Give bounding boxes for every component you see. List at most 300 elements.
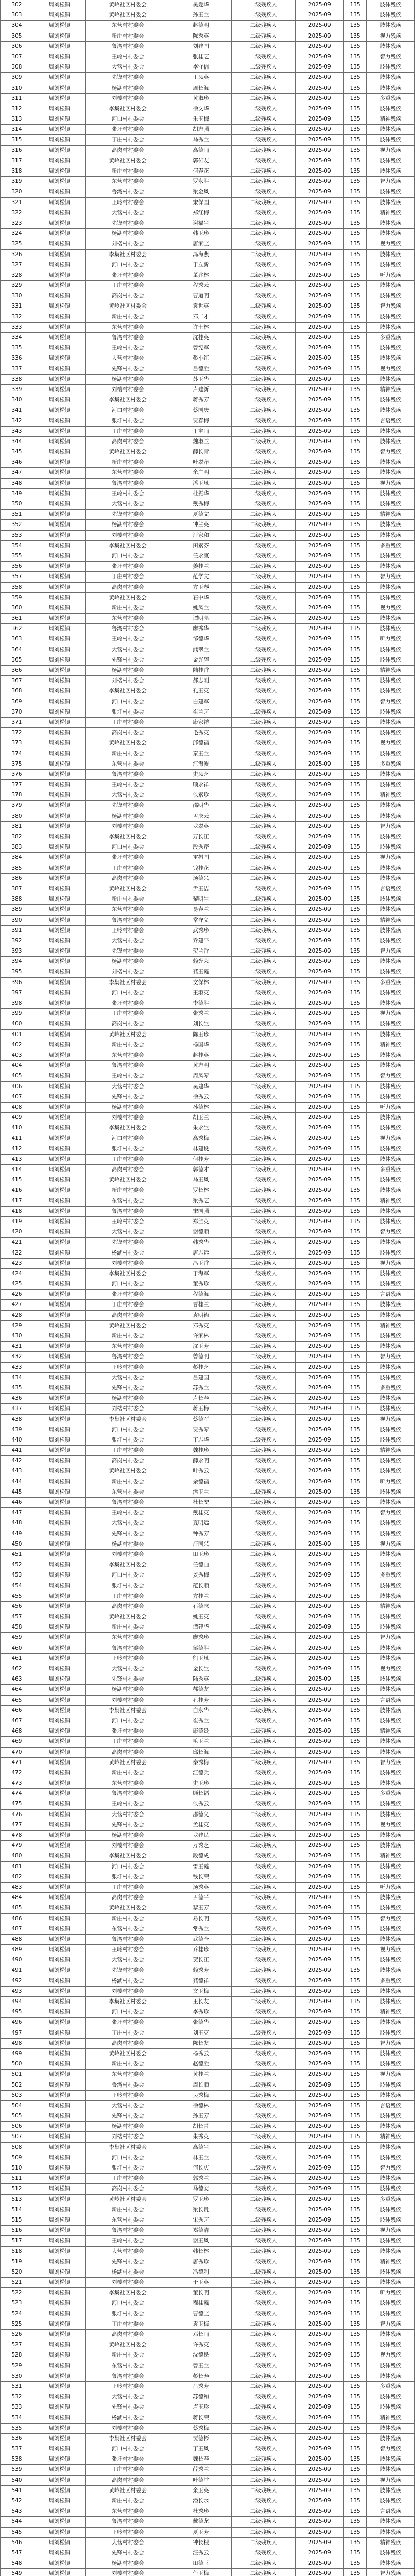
cell-disability-level: 二级残疾人 <box>232 177 296 187</box>
cell-amount: 135 <box>344 645 367 655</box>
cell-person-name: 韩长林 <box>170 2247 232 2257</box>
cell-amount: 135 <box>344 2247 367 2257</box>
cell-serial: 504 <box>1 2101 33 2111</box>
cell-town: 周刘松镇 <box>33 94 86 104</box>
cell-month: 2025-09 <box>296 323 344 332</box>
cell-amount: 135 <box>344 457 367 467</box>
cell-village: 杨湖村村委会 <box>86 1248 170 1258</box>
cell-disability-level: 二级残疾人 <box>232 2070 296 2079</box>
cell-month: 2025-09 <box>296 624 344 634</box>
cell-disability-level: 二级残疾人 <box>232 104 296 114</box>
cell-village: 张圩村村委会 <box>86 2018 170 2027</box>
cell-month: 2025-09 <box>296 1290 344 1299</box>
cell-town: 周刘松镇 <box>33 790 86 800</box>
table-row <box>1 1425 415 1435</box>
cell-disability-type: 肢体残疾 <box>367 125 415 134</box>
table-row <box>1 1019 415 1029</box>
cell-month: 2025-09 <box>296 1435 344 1445</box>
cell-amount: 135 <box>344 2236 367 2246</box>
cell-disability-level: 二级残疾人 <box>232 457 296 467</box>
cell-disability-level: 二级残疾人 <box>232 1674 296 1684</box>
cell-disability-type: 肢体残疾 <box>367 10 415 20</box>
cell-month: 2025-09 <box>296 1643 344 1653</box>
cell-town: 周刘松镇 <box>33 2496 86 2506</box>
cell-person-name: 沈玉芳 <box>170 1342 232 1351</box>
table-row <box>1 104 415 114</box>
cell-disability-level: 二级残疾人 <box>232 2486 296 2496</box>
cell-village: 王岭村村委会 <box>86 343 170 353</box>
cell-town: 周刘松镇 <box>33 2080 86 2090</box>
cell-person-name: 李秀珍 <box>170 2007 232 2017</box>
cell-month: 2025-09 <box>296 863 344 873</box>
cell-village: 李集社区村委会 <box>86 832 170 842</box>
cell-serial: 546 <box>1 2538 33 2548</box>
cell-serial: 438 <box>1 1415 33 1425</box>
cell-amount: 135 <box>344 1071 367 1081</box>
cell-person-name: 陈长发 <box>170 2039 232 2048</box>
cell-serial: 460 <box>1 1643 33 1653</box>
cell-village: 杨湖村村委会 <box>86 1976 170 1986</box>
cell-disability-level: 二级残疾人 <box>232 562 296 571</box>
cell-serial: 338 <box>1 375 33 384</box>
cell-person-name: 吴建华 <box>170 1082 232 1092</box>
table-row <box>1 31 415 42</box>
cell-village: 东营村村委会 <box>86 614 170 623</box>
cell-town: 周刘松镇 <box>33 645 86 655</box>
cell-village: 张圩村村委会 <box>86 853 170 862</box>
cell-person-name: 彭桂芝 <box>170 1363 232 1372</box>
cell-disability-type: 肢体残疾 <box>367 1841 415 1851</box>
cell-disability-type: 精神残疾 <box>367 1196 415 1206</box>
cell-disability-type: 视力残疾 <box>367 479 415 488</box>
cell-month: 2025-09 <box>296 2215 344 2225</box>
cell-serial: 360 <box>1 603 33 613</box>
cell-person-name: 杨国华 <box>170 1040 232 1050</box>
cell-town: 周刘松镇 <box>33 2267 86 2277</box>
cell-town: 周刘松镇 <box>33 2007 86 2017</box>
cell-town: 周刘松镇 <box>33 1155 86 1164</box>
cell-village: 大营村村委会 <box>86 1227 170 1237</box>
cell-disability-level: 二级残疾人 <box>232 499 296 509</box>
cell-disability-type: 视力残疾 <box>367 603 415 613</box>
cell-disability-level: 二级残疾人 <box>232 916 296 925</box>
cell-month: 2025-09 <box>296 1394 344 1403</box>
cell-person-name: 杜秀珍 <box>170 2506 232 2516</box>
cell-disability-level: 二级残疾人 <box>232 1466 296 1476</box>
cell-disability-level: 二级残疾人 <box>232 1019 296 1029</box>
cell-town: 周刘松镇 <box>33 853 86 862</box>
cell-amount: 135 <box>344 1175 367 1185</box>
cell-disability-type: 听力残疾 <box>367 1883 415 1892</box>
cell-town: 周刘松镇 <box>33 301 86 311</box>
cell-disability-level: 二级残疾人 <box>232 1279 296 1289</box>
cell-village: 鲁湾村村委会 <box>86 187 170 197</box>
cell-village: 黄岭社区村委会 <box>86 1030 170 1040</box>
table-row <box>1 2538 415 2548</box>
cell-person-name: 潘玉凤 <box>170 479 232 488</box>
cell-disability-type: 肢体残疾 <box>367 2465 415 2475</box>
cell-amount: 135 <box>344 2215 367 2225</box>
cell-person-name: 何长庆 <box>170 2163 232 2173</box>
cell-disability-type: 肢体残疾 <box>367 1560 415 1570</box>
cell-month: 2025-09 <box>296 1092 344 1102</box>
cell-town: 周刘松镇 <box>33 541 86 551</box>
table-row <box>1 1092 415 1103</box>
cell-serial: 465 <box>1 1696 33 1705</box>
table-row <box>1 1508 415 1518</box>
cell-town: 周刘松镇 <box>33 1935 86 1944</box>
cell-month: 2025-09 <box>296 1383 344 1393</box>
cell-village: 黄岭社区村委会 <box>86 884 170 894</box>
cell-person-name: 万长江 <box>170 832 232 842</box>
cell-amount: 135 <box>344 1685 367 1694</box>
cell-disability-level: 二级残疾人 <box>232 479 296 488</box>
cell-disability-type: 肢体残疾 <box>367 2247 415 2257</box>
cell-month: 2025-09 <box>296 1924 344 1934</box>
cell-amount: 135 <box>344 2392 367 2402</box>
cell-disability-level: 二级残疾人 <box>232 2278 296 2287</box>
cell-village: 鲁湾村村委会 <box>86 624 170 634</box>
cell-amount: 135 <box>344 499 367 509</box>
cell-village: 刘楼村村委会 <box>86 1259 170 1268</box>
cell-serial: 541 <box>1 2486 33 2496</box>
cell-town: 周刘松镇 <box>33 2413 86 2423</box>
cell-person-name: 程桂霞 <box>170 2298 232 2308</box>
cell-village: 张圩村村委会 <box>86 998 170 1008</box>
cell-serial: 485 <box>1 1903 33 1913</box>
cell-amount: 135 <box>344 1924 367 1934</box>
table-row <box>1 936 415 946</box>
cell-village: 新庄村村委会 <box>86 2350 170 2360</box>
cell-disability-type: 肢体残疾 <box>367 551 415 561</box>
cell-amount: 135 <box>344 416 367 426</box>
cell-disability-level: 二级残疾人 <box>232 2195 296 2205</box>
cell-disability-level: 二级残疾人 <box>232 260 296 270</box>
cell-village: 王岭村村委会 <box>86 780 170 790</box>
cell-amount: 135 <box>344 1654 367 1664</box>
cell-amount: 135 <box>344 1144 367 1154</box>
table-row <box>1 728 415 738</box>
cell-serial: 421 <box>1 1238 33 1247</box>
cell-village: 丁庄村村委会 <box>86 1300 170 1310</box>
cell-person-name: 谭建华 <box>170 1622 232 1632</box>
cell-village: 鲁湾村村委会 <box>86 1352 170 1362</box>
cell-village: 刘楼村村委会 <box>86 2132 170 2142</box>
cell-amount: 135 <box>344 2330 367 2340</box>
cell-town: 周刘松镇 <box>33 655 86 665</box>
cell-disability-level: 二级残疾人 <box>232 1185 296 1195</box>
cell-disability-type: 肢体残疾 <box>367 353 415 363</box>
cell-person-name: 戴德龙 <box>170 2517 232 2527</box>
cell-amount: 135 <box>344 728 367 738</box>
cell-month: 2025-09 <box>296 728 344 738</box>
table-row <box>1 1789 415 1799</box>
cell-disability-type: 肢体残疾 <box>367 2361 415 2371</box>
cell-town: 周刘松镇 <box>33 52 86 62</box>
cell-disability-type: 肢体残疾 <box>367 2049 415 2059</box>
cell-disability-level: 二级残疾人 <box>232 2434 296 2444</box>
cell-serial: 422 <box>1 1248 33 1258</box>
cell-month: 2025-09 <box>296 156 344 166</box>
cell-person-name: 梁长贵 <box>170 2205 232 2215</box>
cell-month: 2025-09 <box>296 1529 344 1539</box>
cell-person-name: 余玉英 <box>170 2486 232 2496</box>
cell-person-name: 张桂芝 <box>170 52 232 62</box>
table-row <box>1 323 415 333</box>
cell-amount: 135 <box>344 2174 367 2183</box>
cell-disability-type: 视力残疾 <box>367 2476 415 2485</box>
cell-disability-level: 二级残疾人 <box>232 1352 296 1362</box>
cell-disability-level: 二级残疾人 <box>232 1082 296 1092</box>
cell-serial: 535 <box>1 2424 33 2433</box>
cell-village: 新庄村村委会 <box>86 2059 170 2069</box>
cell-town: 周刘松镇 <box>33 166 86 176</box>
cell-month: 2025-09 <box>296 62 344 72</box>
cell-village: 新庄村村委会 <box>86 1768 170 1778</box>
table-row <box>1 2330 415 2340</box>
cell-person-name: 万秀芝 <box>170 1841 232 1851</box>
table-row <box>1 1342 415 1352</box>
cell-disability-type: 肢体残疾 <box>367 2153 415 2163</box>
cell-town: 周刘松镇 <box>33 1581 86 1591</box>
cell-person-name: 钟兰英 <box>170 520 232 530</box>
table-row <box>1 1633 415 1643</box>
cell-disability-level: 二级残疾人 <box>232 2538 296 2548</box>
cell-amount: 135 <box>344 1872 367 1882</box>
table-row <box>1 2465 415 2475</box>
cell-amount: 135 <box>344 1987 367 1996</box>
table-row <box>1 1321 415 1331</box>
cell-serial: 317 <box>1 156 33 166</box>
cell-month: 2025-09 <box>296 655 344 665</box>
cell-person-name: 程秀云 <box>170 281 232 291</box>
cell-town: 周刘松镇 <box>33 1435 86 1445</box>
cell-village: 高岗村村委会 <box>86 291 170 301</box>
table-row <box>1 1643 415 1654</box>
cell-town: 周刘松镇 <box>33 62 86 72</box>
cell-village: 李集社区村委会 <box>86 2434 170 2444</box>
cell-village: 刘楼村村委会 <box>86 1404 170 1414</box>
cell-month: 2025-09 <box>296 2039 344 2048</box>
cell-disability-type: 肢体残疾 <box>367 2434 415 2444</box>
cell-serial: 372 <box>1 728 33 738</box>
cell-month: 2025-09 <box>296 146 344 156</box>
cell-month: 2025-09 <box>296 250 344 260</box>
cell-month: 2025-09 <box>296 1019 344 1029</box>
cell-village: 河口村村委会 <box>86 842 170 852</box>
cell-month: 2025-09 <box>296 2163 344 2173</box>
cell-disability-type: 智力残疾 <box>367 697 415 707</box>
cell-month: 2025-09 <box>296 531 344 540</box>
cell-person-name: 侯秀云 <box>170 1799 232 1809</box>
table-row <box>1 510 415 520</box>
cell-serial: 379 <box>1 801 33 810</box>
table-row <box>1 1207 415 1217</box>
cell-person-name: 康家祥 <box>170 718 232 727</box>
cell-disability-level: 二级残疾人 <box>232 1415 296 1425</box>
cell-disability-type: 肢体残疾 <box>367 811 415 821</box>
cell-serial: 380 <box>1 811 33 821</box>
cell-serial: 503 <box>1 2091 33 2100</box>
cell-village: 高岗村村委会 <box>86 1602 170 1612</box>
cell-person-name: 徐秀云 <box>170 1092 232 1102</box>
cell-person-name: 汪秀云 <box>170 2548 232 2558</box>
cell-amount: 135 <box>344 1706 367 1716</box>
cell-disability-type: 智力残疾 <box>367 822 415 832</box>
table-row <box>1 2163 415 2174</box>
cell-village: 黄岭社区村委会 <box>86 2340 170 2350</box>
cell-month: 2025-09 <box>296 1935 344 1944</box>
cell-person-name: 丁玉凤 <box>170 2444 232 2454</box>
cell-disability-type: 肢体残疾 <box>367 2454 415 2464</box>
cell-serial: 433 <box>1 1363 33 1372</box>
cell-disability-type: 肢体残疾 <box>367 83 415 93</box>
cell-serial: 514 <box>1 2205 33 2215</box>
cell-village: 河口村村委会 <box>86 1279 170 1289</box>
cell-disability-type: 智力残疾 <box>367 572 415 582</box>
table-row <box>1 291 415 301</box>
cell-disability-type: 肢体残疾 <box>367 2371 415 2381</box>
cell-person-name: 郑兰英 <box>170 1217 232 1227</box>
cell-serial: 395 <box>1 967 33 977</box>
cell-month: 2025-09 <box>296 811 344 821</box>
table-row <box>1 1050 415 1061</box>
cell-person-name: 吴爱华 <box>170 0 232 10</box>
cell-serial: 547 <box>1 2548 33 2558</box>
cell-serial: 477 <box>1 1820 33 1830</box>
cell-town: 周刘松镇 <box>33 1133 86 1143</box>
cell-month: 2025-09 <box>296 645 344 655</box>
cell-serial: 544 <box>1 2517 33 2527</box>
cell-person-name: 胡玉兰 <box>170 1113 232 1123</box>
cell-month: 2025-09 <box>296 2070 344 2079</box>
cell-serial: 462 <box>1 1664 33 1674</box>
cell-disability-type: 视力残疾 <box>367 364 415 374</box>
cell-disability-level: 二级残疾人 <box>232 208 296 218</box>
cell-disability-type: 肢体残疾 <box>367 770 415 779</box>
cell-month: 2025-09 <box>296 291 344 301</box>
cell-person-name: 蒋玉梅 <box>170 1404 232 1414</box>
cell-village: 李集社区村委会 <box>86 1560 170 1570</box>
cell-amount: 135 <box>344 551 367 561</box>
cell-town: 周刘松镇 <box>33 707 86 717</box>
cell-person-name: 任玉梅 <box>170 2569 232 2576</box>
cell-town: 周刘松镇 <box>33 926 86 936</box>
cell-serial: 415 <box>1 1175 33 1185</box>
table-row <box>1 1290 415 1300</box>
cell-village: 李集社区村委会 <box>86 978 170 988</box>
cell-person-name: 叶翠萍 <box>170 457 232 467</box>
cell-town: 周刘松镇 <box>33 1404 86 1414</box>
cell-village: 王岭村村委会 <box>86 1654 170 1664</box>
cell-village: 高岗村村委会 <box>86 146 170 156</box>
table-row <box>1 42 415 52</box>
cell-serial: 529 <box>1 2361 33 2371</box>
cell-disability-level: 二级残疾人 <box>232 1363 296 1372</box>
cell-person-name: 卢玉珍 <box>170 2402 232 2412</box>
cell-amount: 135 <box>344 1363 367 1372</box>
cell-town: 周刘松镇 <box>33 2309 86 2319</box>
cell-village: 新庄村村委会 <box>86 1477 170 1487</box>
cell-serial: 351 <box>1 510 33 519</box>
cell-month: 2025-09 <box>296 2049 344 2059</box>
cell-disability-level: 二级残疾人 <box>232 1622 296 1632</box>
cell-disability-type: 肢体残疾 <box>367 2548 415 2558</box>
cell-village: 东营村村委会 <box>86 323 170 332</box>
cell-village: 黄岭社区村委会 <box>86 10 170 20</box>
table-row <box>1 1602 415 1612</box>
cell-village: 东营村村委会 <box>86 468 170 478</box>
cell-town: 周刘松镇 <box>33 1352 86 1362</box>
cell-disability-type: 视力残疾 <box>367 1415 415 1425</box>
cell-person-name: 冯玉香 <box>170 1259 232 1268</box>
cell-month: 2025-09 <box>296 874 344 884</box>
cell-disability-type: 肢体残疾 <box>367 718 415 727</box>
cell-person-name: 廖秀华 <box>170 624 232 634</box>
cell-disability-level: 二级残疾人 <box>232 1758 296 1768</box>
cell-town: 周刘松镇 <box>33 2184 86 2194</box>
cell-disability-level: 二级残疾人 <box>232 645 296 655</box>
cell-town: 周刘松镇 <box>33 1269 86 1279</box>
cell-disability-level: 二级残疾人 <box>232 2226 296 2235</box>
cell-town: 周刘松镇 <box>33 1487 86 1497</box>
cell-town: 周刘松镇 <box>33 250 86 260</box>
cell-disability-type: 肢体残疾 <box>367 2267 415 2277</box>
cell-amount: 135 <box>344 1643 367 1653</box>
cell-person-name: 李德胜 <box>170 998 232 1008</box>
cell-village: 王岭村村委会 <box>86 2236 170 2246</box>
cell-month: 2025-09 <box>296 738 344 748</box>
cell-person-name: 钟秀芳 <box>170 1529 232 1539</box>
cell-month: 2025-09 <box>296 1498 344 1507</box>
cell-amount: 135 <box>344 2039 367 2048</box>
cell-amount: 135 <box>344 135 367 145</box>
table-row <box>1 2132 415 2142</box>
cell-disability-level: 二级残疾人 <box>232 1196 296 1206</box>
cell-town: 周刘松镇 <box>33 801 86 810</box>
cell-amount: 135 <box>344 1935 367 1944</box>
cell-disability-level: 二级残疾人 <box>232 2298 296 2308</box>
cell-town: 周刘松镇 <box>33 1872 86 1882</box>
cell-amount: 135 <box>344 2558 367 2568</box>
cell-town: 周刘松镇 <box>33 936 86 946</box>
cell-village: 大营村村委会 <box>86 499 170 509</box>
cell-village: 刘楼村村委会 <box>86 1841 170 1851</box>
cell-amount: 135 <box>344 1092 367 1102</box>
cell-serial: 377 <box>1 780 33 790</box>
cell-serial: 545 <box>1 2528 33 2537</box>
cell-disability-type: 肢体残疾 <box>367 749 415 759</box>
cell-town: 周刘松镇 <box>33 1768 86 1778</box>
cell-village: 新庄村村委会 <box>86 1331 170 1341</box>
table-row <box>1 2402 415 2413</box>
cell-village: 丁庄村村委会 <box>86 1737 170 1747</box>
cell-disability-level: 二级残疾人 <box>232 343 296 353</box>
table-row <box>1 1269 415 1279</box>
cell-disability-type: 肢体残疾 <box>367 1591 415 1601</box>
cell-disability-type: 多重残疾 <box>367 1789 415 1799</box>
cell-person-name: 陈秀英 <box>170 31 232 41</box>
cell-person-name: 刘长生 <box>170 1019 232 1029</box>
cell-person-name: 曾宪军 <box>170 343 232 353</box>
table-row <box>1 2569 415 2576</box>
cell-disability-type: 视力残疾 <box>367 1945 415 1955</box>
cell-village: 丁庄村村委会 <box>86 2319 170 2329</box>
cell-month: 2025-09 <box>296 2267 344 2277</box>
cell-month: 2025-09 <box>296 1103 344 1112</box>
cell-person-name: 陆桂香 <box>170 666 232 675</box>
cell-amount: 135 <box>344 1217 367 1227</box>
